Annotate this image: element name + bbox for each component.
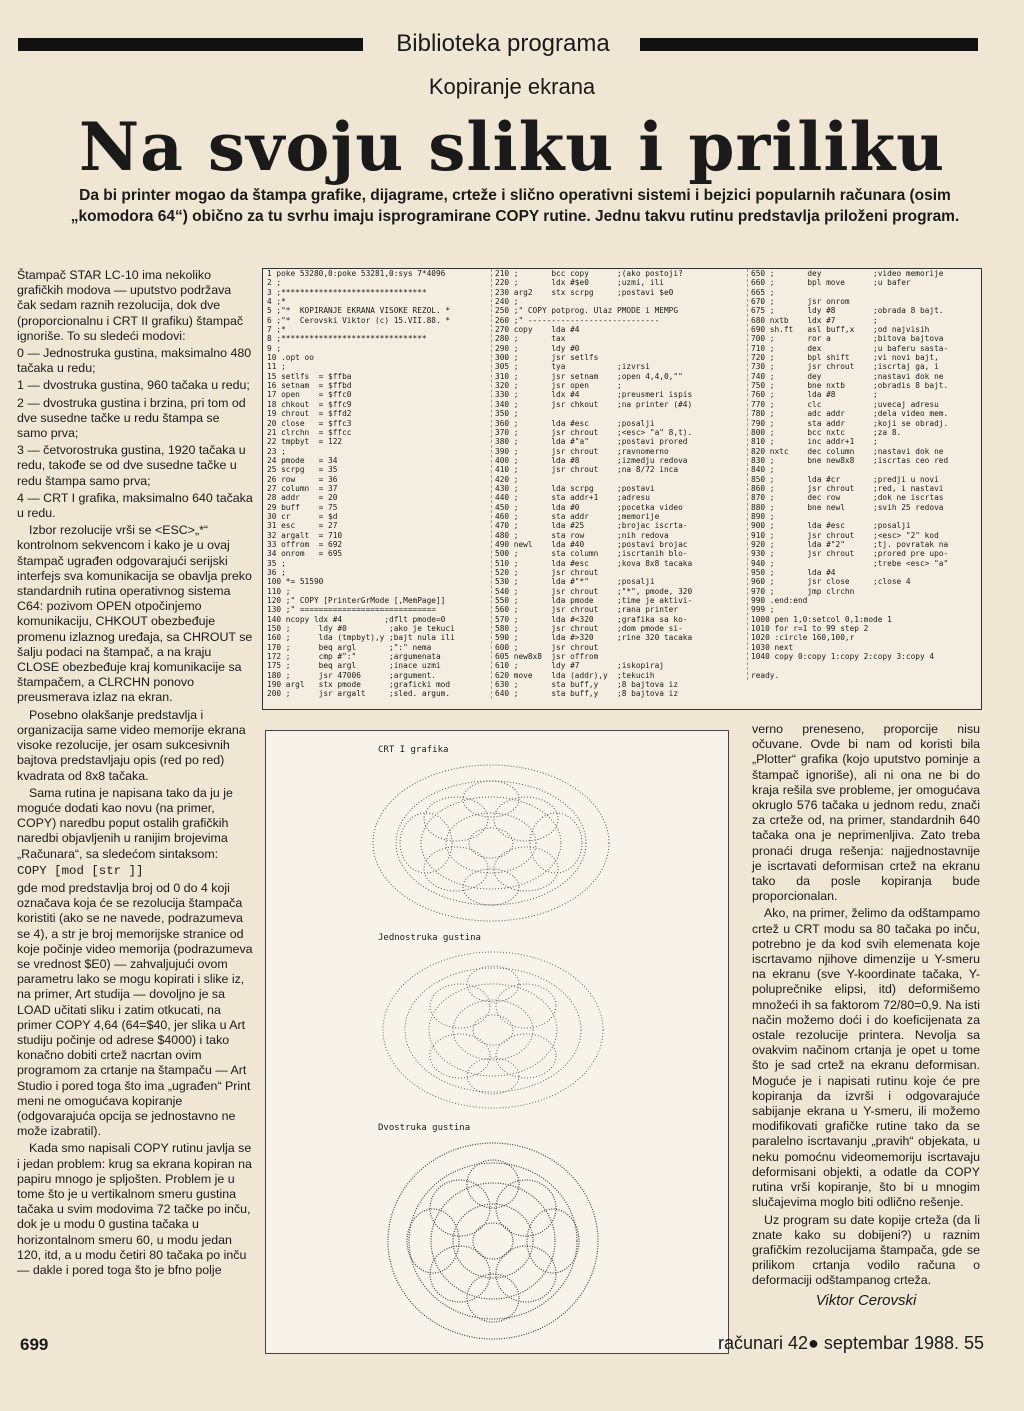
- listing-line: 710 ; dex ;u baferu sasta-: [751, 343, 949, 353]
- listing-line: 600 ; jsr chrout: [495, 642, 599, 652]
- listing-line: 690 sh.ft asl buff,x ;od najvisih: [751, 325, 930, 335]
- listing-line: 800 ; bcc nxtc ;za 8.: [751, 427, 902, 437]
- listing-line: 100 *= 51590: [267, 577, 324, 587]
- listing-line: 140 ncopy ldx #4 ;dflt pmode=0: [267, 614, 446, 624]
- listing-line: 11 ;: [267, 362, 286, 372]
- listing-line: 390 ; jsr chrout ;ravnomerno: [495, 446, 669, 456]
- paragraph: verno preneseno, proporcije nisu očuvane. Ovde bi nam od koristi bila „Plotter“ grafika (kojo uputstvo pominje a štampač ignoriše), ali ni ona ne bi do kraja rešila sve probleme, jer omogućava okruglo 576 tačaka u jednom redu, znači za crteže od, na primer, standardnih 640 tačaka ona je neprimenljiva. Zato treba pronaći druga rešenja: najjednostavnije je iscrtavati deformisan crtež na ekranu tako da posle kopiranja bude proporcionalan.: [752, 722, 980, 904]
- listing-line: 28 addr = 20: [267, 493, 338, 503]
- list-item: 1 — dvostruka gustina, 960 tačaka u redu;: [17, 378, 250, 393]
- listing-line: 18 chkout = $ffc9: [267, 399, 352, 409]
- figure-label: CRT I grafika: [378, 745, 449, 755]
- list-item: 3 — četvorostruka gustina, 1920 tačaka u redu, takođe se od dve susedne tačke u redu štampa samo prva;: [17, 443, 246, 488]
- listing-line: 999 ;: [751, 605, 775, 615]
- listing-line: 960 ; jsr close ;close 4: [751, 577, 911, 587]
- listing-line: 3 ;*******************************: [267, 287, 427, 297]
- listing-column-3: [747, 269, 982, 680]
- listing-line: 870 ; dec row ;dok ne iscrtas: [751, 493, 944, 503]
- listing-line: 560 ; jsr chrout ;rana printer: [495, 605, 679, 615]
- listing-line: 530 ; lda #"*" ;posalji: [495, 577, 655, 587]
- section-title: Biblioteka programa: [396, 30, 610, 57]
- listing-line: 610 ; ldy #7 ;iskopiraj: [495, 661, 664, 671]
- listing-line: 770 ; clc ;uvecaj adresu: [751, 399, 939, 409]
- listing-line: 21 clrchn = $ffcc: [267, 427, 352, 437]
- listing-line: 675 ; ldy #8 ;obrada 8 bajt.: [751, 306, 944, 316]
- listing-line: 760 ; lda #8 ;: [751, 390, 878, 400]
- listing-line: 700 ; ror a ;bitova bajtova: [751, 334, 944, 344]
- listing-line: 1040 copy 0:copy 1:copy 2:copy 3:copy 4: [751, 652, 935, 662]
- listing-line: 570 ; lda #<320 ;grafika sa ko-: [495, 614, 688, 624]
- article-lead: Da bi printer mogao da štampa grafike, dijagrame, crteže i slično operativni sistemi i bejzici popularnih računara (osim „komodora 64“) obično za tu svrhu imaju isprogramirane COPY rutine. Jednu takvu rutinu predstavlja priloženi program.: [70, 187, 960, 225]
- listing-line: 170 ; beq argl ;":" nema: [267, 642, 432, 652]
- listing-line: 290 ; ldy #0: [495, 343, 580, 353]
- listing-line: [751, 661, 982, 670]
- listing-column-2: [491, 269, 745, 699]
- listing-line: 7 ;*: [267, 325, 286, 335]
- listing-line: 660 ; bpl move ;u bafer: [751, 278, 911, 288]
- listing-line: 5 ;"* KOPIRANJE EKRANA VISOKE REZOL. *: [267, 306, 451, 316]
- listing-line: 300 ; jsr setlfs: [495, 353, 599, 363]
- listing-line: 35 ;: [267, 558, 286, 568]
- listing-line: 210 ; bcc copy ;(ako postoji?: [495, 269, 683, 278]
- list-item: 2 — dvostruka gustina i brzina, pri tom od dve susedne tačke u redu štampa se samo prva;: [17, 395, 246, 441]
- listing-line: 830 ; bne new8x8 ;iscrtas ceo red: [751, 455, 949, 465]
- list-item: 4 — CRT I grafika, maksimalno 640 tačaka u redu.: [17, 490, 253, 521]
- listing-line: 32 argalt = 710: [267, 530, 343, 540]
- author-signature: Viktor Cerovski: [815, 1291, 917, 1309]
- listing-line: 890 ;: [751, 511, 775, 521]
- listing-line: 240 ;: [495, 297, 519, 307]
- printout-single-density-image: [376, 946, 611, 1114]
- listing-line: 750 ; bne nxtb ;obradis 8 bajt.: [751, 381, 949, 391]
- listing-line: 360 ; lda #esc ;posalji: [495, 418, 655, 428]
- article-kicker: Kopiranje ekrana: [428, 74, 596, 99]
- listing-line: 550 ; lda pmode ;time je aktivi-: [495, 596, 693, 606]
- listing-line: 30 cr = $d: [267, 511, 338, 521]
- listing-line: 640 ; sta buff,y ;8 bajtova iz: [495, 689, 679, 699]
- listing-line: 1030 next: [751, 642, 794, 652]
- paragraph: Uz program su date kopije crteža (da li znate kako su dobijeni?) u raznim grafičkim rezolucijama štampača, gde se prilikom crtanja vodilo računa o deformaciji odštampanog crteža.: [752, 1212, 980, 1288]
- listing-line: 330 ; ldx #4 ;preusmeri ispis: [495, 390, 693, 400]
- listing-line: 490 newl lda #40 ;postavi brojac: [495, 539, 688, 549]
- paragraph: Štampač STAR LC-10 ima nekoliko grafičkih modova — uputstvo podržava čak sedam raznih rezolucija, dok dve (proporcionalnu i CRT II grafiku) štampač ignoriše. To su sledeći modovi:: [17, 268, 244, 343]
- listing-line: 860 ; jsr chrout ;red, i nastavi: [751, 483, 944, 493]
- listing-line: 29 buff = 75: [267, 502, 338, 512]
- listing-line: 4 ;*: [267, 297, 286, 307]
- listing-line: 910 ; jsr chrout ;<esc> "2" kod: [751, 530, 939, 540]
- paragraph: Ako, na primer, želimo da odštampamo crtež u CRT modu sa 80 tačaka po inču, potrebno je da kod svih elemenata koje iscrtavamo njihove dimenzije u Y-smeru na ekranu (sve Y-koordinate tačaka, Y-poluprečnike elipsi, itd) deformišemo množeći ih sa faktorom 72/80=0,9. Na isti način možemo doći i do koeficijenata za ostale rezolucije printera. Nevolja sa ovakvim načinom crtanja je opet u tome što je sad crtež na ekranu deformisan. Moguće je i napisati rutinu koje će pre kopiranja da izvrši i odgovarajuće sabijanje ekrana u Y-smeru, ili možemo modifikovati grafičke rutine tako da se paralelno iscrtavanju „pravih“ objekata, u neku pomoćnu videomemoriju iscrtavaju deformisani objekti, a odatle da COPY rutina vrši kopiranje, što bi u mnogim slučajevima moglo biti odlično rešenje.: [752, 906, 980, 1210]
- paragraph: Izbor rezolucije vrši se <ESC>„*“ kontrolnom sekvencom i kako je u ovaj štampač ugrađen odgovarajući serijski interfejs sva komunikacija se obavlja preko standardnih rutina operativnog sistema C64: pozivom OPEN otpočinjemo komunikaciju, CHKOUT obezbeđuje promenu izlaznog uređaja, sa CHROUT se šalju podaci na štampač, a na kraju CLOSE obezbeđuje kraj komunikacije sa štampačem, a CLRCHN ponovo preusmerava izlaz na ekran.: [17, 523, 253, 705]
- listing-line: 665 ;: [751, 287, 775, 297]
- listing-line: 1020 :circle 160,100,r: [751, 633, 855, 643]
- listing-line: 840 ;: [751, 465, 775, 475]
- listing-line: 820 nxtc dec column ;nastavi dok ne: [751, 446, 944, 456]
- listing-line: 110 ;: [267, 586, 291, 596]
- issue-footer: računari 42● septembar 1988. 55: [718, 1333, 985, 1353]
- listing-line: 370 ; jsr chrout ;<esc> "a" 8,t).: [495, 427, 693, 437]
- listing-line: 880 ; bne newl ;svih 25 redova: [751, 502, 944, 512]
- page-number: 699: [20, 1335, 49, 1354]
- printout-figure: [265, 730, 729, 1354]
- listing-line: 180 ; jsr 47006 ;argument.: [267, 670, 436, 680]
- listing-line: ready.: [751, 670, 780, 680]
- listing-line: 900 ; lda #esc ;posalji: [751, 521, 911, 531]
- program-listing: [262, 268, 982, 710]
- listing-line: 260 ;" ----------------------------: [495, 315, 660, 325]
- listing-line: 19 chrout = $ffd2: [267, 409, 352, 419]
- listing-line: 305 ; tya ;izvrsi: [495, 362, 650, 372]
- listing-line: 790 ; sta addr ;koji se obradj.: [751, 418, 949, 428]
- listing-line: 280 ; tax: [495, 334, 566, 344]
- listing-line: 8 ;*******************************: [267, 334, 427, 344]
- listing-line: 320 ; jsr open ;: [495, 381, 622, 391]
- listing-line: 6 ;"* Cerovski Viktor (c) 15.VII.88. *: [267, 315, 451, 325]
- listing-line: 190 argl stx pmode ;graficki mod: [267, 680, 451, 690]
- listing-line: 520 ; jsr chrout: [495, 568, 599, 577]
- syntax-line: COPY [mod [str ]]: [17, 863, 144, 878]
- listing-line: 620 move lda (addr),y ;tekucih: [495, 670, 655, 680]
- listing-line: 810 ; inc addr+1 ;: [751, 437, 878, 447]
- listing-line: 34 onrom = 695: [267, 549, 343, 559]
- listing-line: 930 ; jsr chrout ;prored pre upo-: [751, 549, 949, 559]
- listing-line: 1 poke 53280,0:poke 53281,0:sys 7*4096: [267, 269, 446, 278]
- listing-line: 580 ; jsr chrout ;dom pmode si-: [495, 624, 683, 634]
- listing-column-1: [267, 269, 489, 699]
- listing-line: 1010 for r=1 to 99 step 2: [751, 624, 869, 634]
- listing-line: 440 ; sta addr+1 ;adresu: [495, 493, 650, 503]
- paragraph: gde mod predstavlja broj od 0 do 4 koji označava koja će se rezolucija štampača koristiti (ako se ne navede, podrazumeva se 4), a str je broj memorijske stranice od koje počinje video memorija (podrazumeva se vrednost $E0) — zahvaljujući ovom parametru lako se mogu kopirati i slike iz, na primer, Art studija — dovoljno je sa LOAD učitati sliku i zatim otkucati, na primer COPY 4,64 (64=$40, jer slika u Art studiju počinje od adrese $4000) i tako konačno dobiti crtež nacrtan ovim programom za crtanje na štampaču — Art Studio i pored toga što ima „ugrađen“ Print meni ne omogućava kopiranje (odgovarajuća opcija se jednostavno ne može izabratil).: [17, 880, 253, 1139]
- listing-line: 1000 pen 1,0:setcol 0,1:mode 1: [751, 614, 892, 624]
- listing-line: 650 ; dey ;video memorije: [751, 269, 944, 278]
- listing-line: 630 ; sta buff,y ;8 bajtova iz: [495, 680, 679, 690]
- listing-line: 450 ; lda #0 ;pocetka video: [495, 502, 683, 512]
- listing-line: 120 ;" COPY [PrinterGrMode [,MemPage]]: [267, 596, 446, 606]
- listing-line: 950 ; lda #4: [751, 568, 836, 577]
- header-bar-left: [18, 38, 363, 51]
- listing-line: 480 ; sta row ;nih redova: [495, 530, 669, 540]
- listing-line: 175 ; beq argl ;inace uzmi: [267, 661, 441, 671]
- listing-line: 26 row = 36: [267, 474, 338, 484]
- section-header: [18, 28, 978, 60]
- printout-double-density-image: [378, 1136, 608, 1346]
- listing-line: 16 setnam = $ffbd: [267, 381, 352, 391]
- list-item: 0 — Jednostruka gustina, maksimalno 480 tačaka u redu;: [17, 346, 252, 376]
- listing-line: 250 ;" COPY potprog. Ulaz PMODE i MEMPG: [495, 306, 679, 316]
- listing-line: 920 ; lda #"2" ;tj. povratak na: [751, 539, 949, 549]
- listing-line: 15 setlfs = $ffba: [267, 371, 352, 381]
- figure-label: Jednostruka gustina: [378, 933, 481, 943]
- listing-line: 150 ; ldy #0 ;ako je tekuci: [267, 624, 455, 634]
- listing-line: 36 ;: [267, 568, 286, 577]
- listing-line: 200 ; jsr argalt ;sled. argum.: [267, 689, 451, 699]
- article-title: Na svoju sliku i priliku: [78, 108, 946, 186]
- listing-line: 160 ; lda (tmpbyt),y ;bajt nula ili: [267, 633, 455, 643]
- listing-line: 25 scrpg = 35: [267, 465, 338, 475]
- listing-line: 850 ; lda #cr ;predji u novi: [751, 474, 939, 484]
- listing-line: 410 ; jsr chrout ;na 8/72 inca: [495, 465, 679, 475]
- listing-line: 270 copy lda #4: [495, 325, 580, 335]
- text-column-left: [17, 268, 253, 1280]
- listing-line: 670 ; jsr onrom: [751, 297, 850, 307]
- listing-line: 540 ; jsr chrout ;"*", pmode, 320: [495, 586, 693, 596]
- listing-line: 990 .end:end: [751, 596, 808, 606]
- listing-line: 31 esc = 27: [267, 521, 338, 531]
- listing-line: 2 ;: [267, 278, 282, 288]
- paragraph: Kada smo napisali COPY rutinu javlja se i jedan problem: krug sa ekrana kopiran na papiru mnogo je spljošten. Problem je u tome što je u vertikalnom smeru gustina tačaka u svim modovima 72 tačke po inču, dok je u modu 0 gustina tačaka u horizontalnom smeru 60, u modu jedan 120, itd, a u modu četiri 80 tačaka po inču — dakle i pored toga što je bfno polje: [17, 1141, 252, 1277]
- listing-line: 730 ; jsr chrout ;iscrtaj ga, i: [751, 362, 939, 372]
- listing-line: 740 ; dey ;nastavi dok ne: [751, 371, 944, 381]
- listing-line: 27 column = 37: [267, 483, 338, 493]
- listing-line: 22 tmpbyt = 122: [267, 437, 343, 447]
- listing-line: 24 pmode = 34: [267, 455, 338, 465]
- listing-line: 9 ;: [267, 343, 282, 353]
- listing-line: 220 ; ldx #$e0 ;uzmi, ili: [495, 278, 664, 288]
- header-bar-right: [640, 38, 978, 51]
- listing-line: 470 ; lda #25 ;brojac iscrta-: [495, 521, 688, 531]
- listing-line: 940 ; ;trebe <esc> "a": [751, 558, 949, 568]
- listing-line: 780 ; adc addr ;dela video mem.: [751, 409, 949, 419]
- listing-line: 510 ; lda #esc ;kova 8x8 tacaka: [495, 558, 693, 568]
- listing-line: 590 ; lda #>320 ;rine 320 tacaka: [495, 633, 693, 643]
- listing-line: 420 ;: [495, 474, 519, 484]
- listing-line: 680 nxtb ldx #7 ;: [751, 315, 878, 325]
- listing-line: 340 ; jsr chkout ;na printer (#4): [495, 399, 693, 409]
- listing-line: 605 new8x8 jsr offrom: [495, 652, 599, 662]
- text-column-right: [752, 722, 980, 1308]
- listing-line: 720 ; bpl shift ;vi novi bajt,: [751, 353, 939, 363]
- listing-line: 970 ; jmp clrchn: [751, 586, 855, 596]
- listing-line: 230 arg2 stx scrpg ;postavi $e0: [495, 287, 674, 297]
- listing-line: 400 ; lda #8 ;izmedju redova: [495, 455, 688, 465]
- paragraph: Posebno olakšanje predstavlja i organizacija same video memorije ekrana visoke rezolucije, jer osam sukcesivnih bajtova predstavljaju opis (red po red) kvadrata od 8x8 tačaka.: [17, 707, 246, 783]
- listing-line: 310 ; jsr setnam ;open 4,4,0,"": [495, 371, 683, 381]
- listing-line: 460 ; sta addr ;memorije: [495, 511, 660, 521]
- listing-line: 20 close = $ffc3: [267, 418, 352, 428]
- listing-line: 23 ;: [267, 446, 286, 456]
- printout-crt-image: [366, 759, 616, 927]
- listing-line: 10 .opt oo: [267, 353, 314, 363]
- listing-line: 430 ; lda scrpg ;postavi: [495, 483, 655, 493]
- listing-line: 33 offrom = 692: [267, 539, 343, 549]
- listing-line: 500 ; sta column ;iscrtanih blo-: [495, 549, 688, 559]
- listing-line: 172 ; cmp #":" ;argumenata: [267, 652, 441, 662]
- listing-line: 350 ;: [495, 409, 519, 419]
- paragraph: Sama rutina je napisana tako da ju je moguće dodati kao novu (na primer, COPY) naredbu poput ostalih grafičkih naredbi objavljenih u ranijim brojevima „Računara“, sa sledećom sintaksom:: [17, 785, 233, 861]
- listing-line: 380 ; lda #"a" ;postavi prored: [495, 437, 688, 447]
- listing-line: 130 ;" =============================: [267, 605, 436, 615]
- listing-line: 17 open = $ffc0: [267, 390, 352, 400]
- figure-label: Dvostruka gustina: [378, 1123, 471, 1133]
